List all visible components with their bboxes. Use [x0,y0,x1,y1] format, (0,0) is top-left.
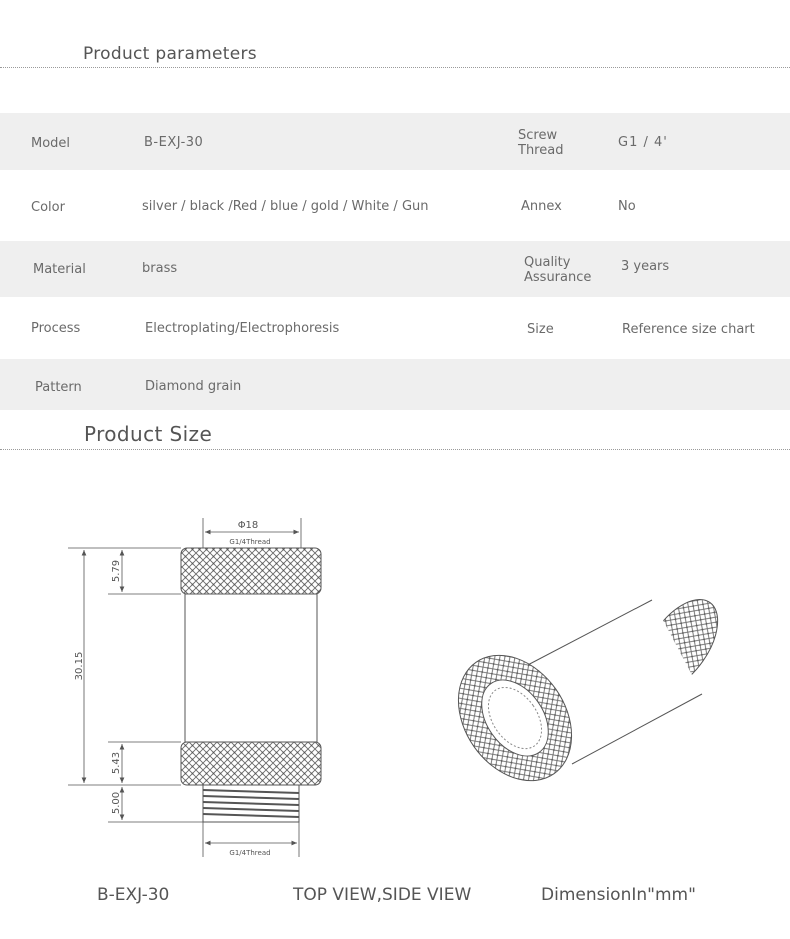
model-value: B-EXJ-30 [144,135,204,150]
thread-value: G1 / 4' [618,135,668,150]
bottom-knurl [181,742,321,785]
size-label: Size [527,322,554,337]
quality-label: Quality [524,255,571,270]
top-knurl [181,548,321,594]
size-heading: Product Size [84,422,213,446]
material-value: brass [142,261,178,276]
parameters-heading: Product parameters [83,44,257,64]
process-label: Process [31,321,81,336]
bottom-thread-label: G1/4Thread [229,849,271,857]
quality-label-2: Assurance [524,270,592,285]
views-caption: TOP VIEW,SIDE VIEW [293,885,472,905]
thread-label: Screw [518,128,558,143]
thread-label-2: Thread [518,143,564,158]
annex-label: Annex [521,199,562,214]
total-height-label: 30.15 [74,651,85,681]
quality-value: 3 years [621,259,670,274]
model-caption: B-EXJ-30 [97,885,170,905]
pattern-value: Diamond grain [145,379,242,394]
model-label: Model [31,136,71,151]
material-label: Material [33,262,86,277]
size-value: Reference size chart [622,322,755,337]
thread [203,785,299,822]
thread-length-label: 5.00 [111,791,122,815]
top-knurl-label: 5.79 [111,559,122,583]
pattern-label: Pattern [35,380,82,395]
annex-value: No [618,199,636,214]
color-label: Color [31,200,65,215]
body [185,594,317,742]
top-thread-label: G1/4Thread [229,538,271,546]
color-value: silver / black /Red / blue / gold / White / Gun [142,199,429,214]
diameter-label: Φ18 [237,520,259,531]
product-3d-view [435,586,733,802]
unit-caption: DimensionIn"mm" [541,885,696,905]
side-view [181,548,321,822]
bottom-knurl-label: 5.43 [111,751,122,775]
process-value: Electroplating/Electrophoresis [145,321,340,336]
